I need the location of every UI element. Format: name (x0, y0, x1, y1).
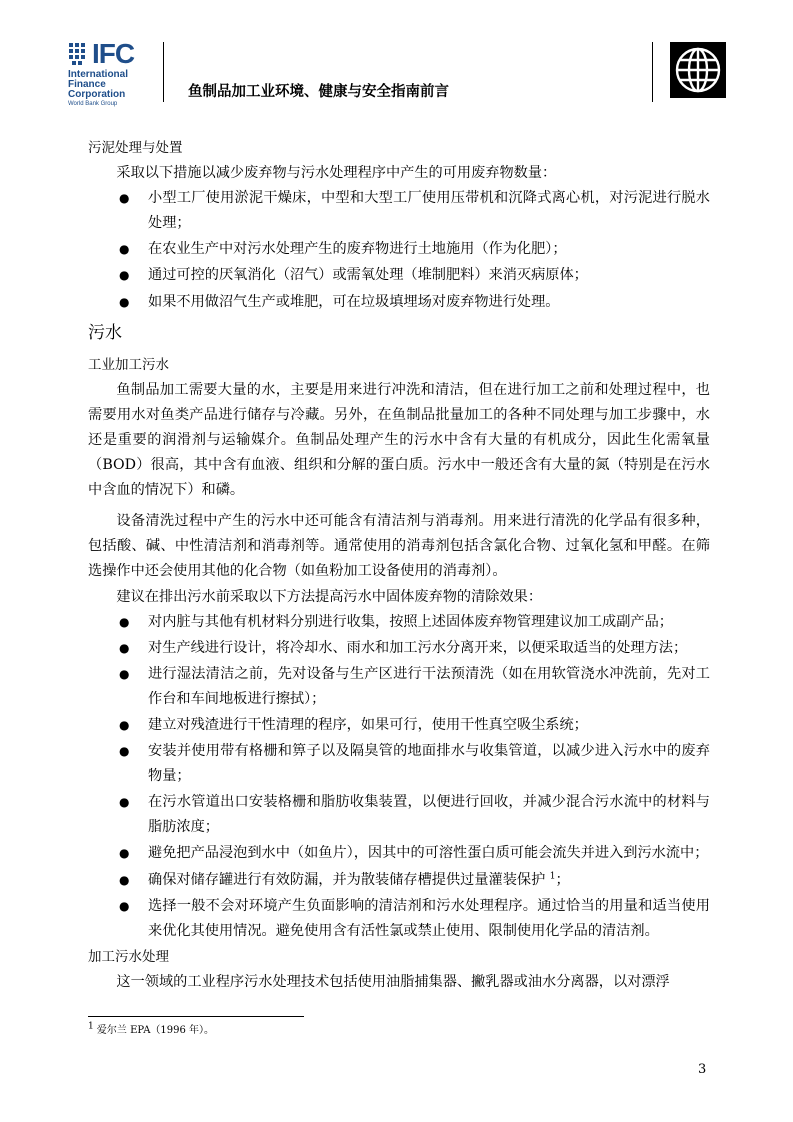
wastewater-intro: 建议在排出污水前采取以下方法提高污水中固体废弃物的清除效果： (116, 588, 543, 605)
treatment-heading: 加工污水处理 (88, 948, 169, 965)
bullet-icon: ● (119, 846, 130, 861)
wastewater-paragraph-1: 鱼制品加工需要大量的水，主要是用来进行冲洗和清洁，但在进行加工之前和处理过程中，也需要用水对鱼类产品进行储存与冷藏。另外，在鱼制品批量加工的各种不同处理与加工步骤中，水还是重要的润滑剂与运输媒介。鱼制品处理产生的污水中含有大量的有机成分，因此生化需氧量（BOD）很高，其中含有血液、组织和分解的蛋白质。污水中一般还含有大量的氮（特别是在污水中含血的情况下）和磷。 (88, 381, 710, 499)
ifc-name-line1: International (68, 69, 129, 80)
world-bank-globe-icon (670, 42, 726, 98)
ifc-wordmark: IFC (92, 38, 135, 69)
bullet-icon: ● (119, 640, 130, 655)
list-item: ● 小型工厂使用淤泥干燥床，中型和大型工厂使用压带机和沉降式离心机，对污泥进行脱水处理； (88, 186, 710, 236)
footnote-reference[interactable]: 1 (549, 870, 556, 881)
ifc-logo (68, 40, 148, 106)
page-number: 3 (698, 1062, 707, 1077)
header-divider-left (163, 42, 164, 102)
footnote-marker: 1 (88, 1021, 94, 1032)
footnote-divider (88, 1016, 304, 1017)
bullet-icon: ● (119, 242, 130, 257)
list-item: ● 对生产线进行设计，将冷却水、雨水和加工污水分离开来，以便采取适当的处理方法； (88, 636, 710, 661)
list-item: ● 确保对储存罐进行有效防漏，并为散装储存槽提供过量灌装保护 $^1$； (88, 868, 710, 893)
bullet-icon: ● (119, 795, 130, 810)
treatment-paragraph: 这一领域的工业程序污水处理技术包括使用油脂捕集器、撇乳器或油水分离器，以对漂浮 (116, 973, 670, 990)
sludge-intro: 采取以下措施以减少废弃物与污水处理程序中产生的可用废弃物数量： (116, 165, 557, 182)
wastewater-heading: 污水 (88, 322, 122, 343)
list-item: ● 进行湿法清洁之前，先对设备与生产区进行干法预清洗（如在用软管浇水冲洗前，先对工作台和车间地板进行擦拭）； (88, 662, 710, 712)
list-item: ● 在污水管道出口安装格栅和脂肪收集装置，以便进行回收，并减少混合污水流中的材料与脂肪浓度； (88, 790, 710, 840)
list-item: ● 在农业生产中对污水处理产生的废弃物进行土地施用（作为化肥）； (88, 237, 710, 262)
bullet-icon: ● (119, 294, 130, 309)
bullet-icon: ● (119, 614, 130, 629)
bullet-icon: ● (119, 744, 130, 759)
industrial-wastewater-heading: 工业加工污水 (88, 356, 169, 373)
wastewater-bullet-list (88, 610, 710, 944)
document-body (88, 136, 710, 995)
sludge-bullet-list (88, 186, 710, 314)
bullet-icon: ● (119, 898, 130, 913)
ifc-name-line2: Finance (68, 79, 106, 90)
list-item: ● 选择一般不会对环境产生负面影响的清洁剂和污水处理程序。通过恰当的用量和适当使用来优化其使用情况。避免使用含有活性氯或禁止使用、限制使用化学品的清洁剂。 (88, 894, 710, 944)
header-divider-right (652, 42, 653, 102)
bullet-icon: ● (119, 191, 130, 206)
list-item: ● 对内脏与其他有机材料分别进行收集，按照上述固体废弃物管理建议加工成副产品； (88, 610, 710, 635)
page-header-title: 鱼制品加工业环境、健康与安全指南前言 (188, 84, 449, 100)
ifc-name-line4: World Bank Group (68, 101, 118, 107)
page-header (0, 0, 793, 112)
sludge-heading: 污泥处理与处置 (88, 140, 183, 156)
wastewater-paragraph-2: 设备清洗过程中产生的污水中还可能含有清洁剂与消毒剂。用来进行清洗的化学品有很多种，包括酸、碱、中性清洁剂和消毒剂等。通常使用的消毒剂包括含氯化合物、过氧化氢和甲醛。在筛选操作中还会使用其他的化合物（如鱼粉加工设备使用的消毒剂）。 (88, 513, 710, 580)
footnote (88, 1021, 215, 1038)
list-item: ● 通过可控的厌氧消化（沼气）或需氧处理（堆制肥料）来消灭病原体； (88, 263, 710, 288)
bullet-icon: ● (119, 666, 130, 681)
bullet-icon: ● (119, 268, 130, 283)
list-item: ● 安装并使用带有格栅和箅子以及隔臭管的地面排水与收集管道，以减少进入污水中的废弃物量； (88, 739, 710, 789)
list-item: ● 建立对残渣进行干性清理的程序，如果可行，使用干性真空吸尘系统； (88, 713, 710, 738)
list-item: ● 避免把产品浸泡到水中（如鱼片），因其中的可溶性蛋白质可能会流失并进入到污水流中； (88, 841, 710, 866)
list-item: ● 如果不用做沼气生产或堆肥，可在垃圾填埋场对废弃物进行处理。 (88, 290, 710, 315)
ifc-name-line3: Corporation (68, 89, 126, 100)
bullet-icon: ● (119, 872, 130, 887)
footnote-text: 爱尔兰 EPA（1996 年）。 (96, 1025, 215, 1036)
ifc-globe-icon (68, 41, 90, 67)
bullet-icon: ● (119, 717, 130, 732)
